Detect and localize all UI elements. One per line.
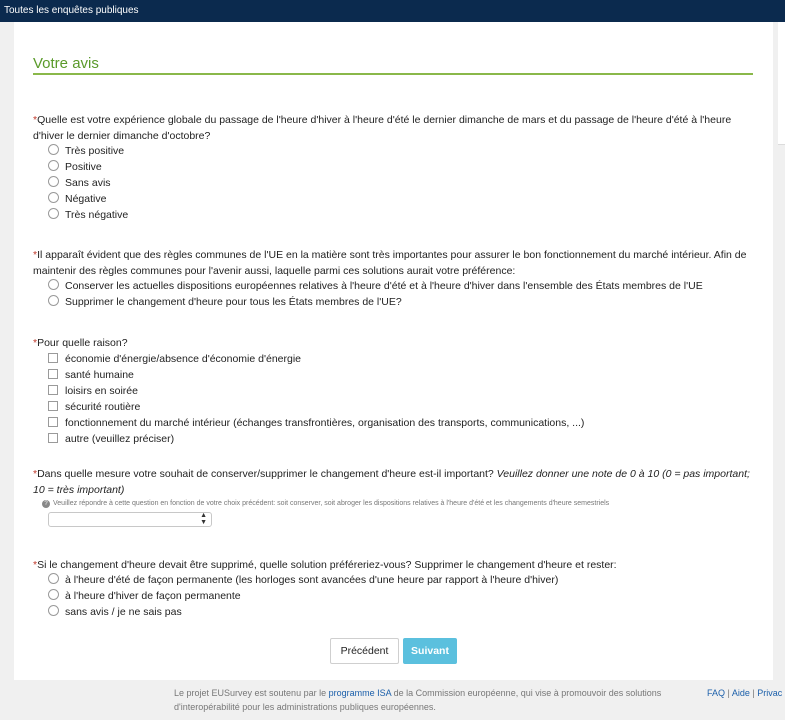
question-3-text: *Pour quelle raison? <box>33 337 128 349</box>
radio-button[interactable] <box>48 605 59 616</box>
q1-option-tres-positive[interactable]: Très positive <box>48 143 128 159</box>
select-arrows-icon: ▲ ▼ <box>200 512 207 526</box>
q2-option-supprimer[interactable]: Supprimer le changement d'heure pour tous les États membres de l'UE? <box>48 294 703 310</box>
question-4-hint: ? Veuillez répondre à cette question en fonction de votre choix précédent: soit conserver, soit abroger les dispositions relatives à l'heure d'été et les changements d'heure semestriels <box>42 500 609 508</box>
checkbox[interactable] <box>48 433 58 443</box>
q3-option-loisirs[interactable]: loisirs en soirée <box>48 383 584 399</box>
question-3-options <box>48 351 584 447</box>
required-marker: * <box>33 337 38 349</box>
faq-link[interactable]: FAQ <box>707 688 726 698</box>
top-bar <box>0 0 785 22</box>
radio-button[interactable] <box>48 295 59 306</box>
radio-button[interactable] <box>48 160 59 171</box>
q3-option-autre[interactable]: autre (veuillez préciser) <box>48 431 584 447</box>
help-link[interactable]: Aide <box>731 688 750 698</box>
checkbox[interactable] <box>48 369 58 379</box>
privacy-link[interactable]: Privac <box>757 688 783 698</box>
q1-option-positive[interactable]: Positive <box>48 159 128 175</box>
importance-score-select[interactable] <box>48 512 212 527</box>
radio-button[interactable] <box>48 144 59 155</box>
question-5-text: *Si le changement d'heure devait être supprimé, quelle solution préféreriez-vous? Supprimer le changement d'heure et rester: <box>33 559 617 571</box>
checkbox[interactable] <box>48 401 58 411</box>
q5-option-ete[interactable]: à l'heure d'été de façon permanente (les horloges sont avancées d'une heure par rapport à l'heure d'hiver) <box>48 572 558 588</box>
q3-option-sante[interactable]: santé humaine <box>48 367 584 383</box>
q5-option-sans-avis[interactable]: sans avis / je ne sais pas <box>48 604 558 620</box>
side-panel <box>778 22 785 145</box>
radio-button[interactable] <box>48 279 59 290</box>
required-marker: * <box>33 559 38 571</box>
previous-button[interactable]: Précédent <box>330 638 399 664</box>
q2-option-conserver[interactable]: Conserver les actuelles dispositions européennes relatives à l'heure d'été et à l'heure d'hiver dans l'ensemble des États membres de l'UE <box>48 278 703 294</box>
section-title: Votre avis <box>33 55 99 72</box>
checkbox[interactable] <box>48 385 58 395</box>
radio-button[interactable] <box>48 176 59 187</box>
question-2-options <box>48 278 703 310</box>
question-1-text: *Quelle est votre expérience globale du passage de l'heure d'hiver à l'heure d'été le dernier dimanche de mars et du passage de l'heure d'été à l'heure d'hiver le dernier dimanche d'octobre? <box>33 114 732 142</box>
required-marker: * <box>33 468 38 480</box>
footer-text: Le projet EUSurvey est soutenu par le programme ISA de la Commission européenne, qui vise à promouvoir des solutions d'interopérabilité pour les administrations publiques européennes. <box>174 688 662 712</box>
isa-programme-link[interactable]: programme ISA <box>328 688 392 698</box>
question-4-text: *Dans quelle mesure votre souhait de conserver/supprimer le changement d'heure est-il important? Veuillez donner une note de 0 à 10 (0 = pas important; 10 = très important) <box>33 468 750 496</box>
radio-button[interactable] <box>48 208 59 219</box>
radio-button[interactable] <box>48 589 59 600</box>
all-public-surveys-link[interactable]: Toutes les enquêtes publiques <box>4 5 139 16</box>
radio-button[interactable] <box>48 192 59 203</box>
q1-option-sans-avis[interactable]: Sans avis <box>48 175 128 191</box>
q3-option-securite[interactable]: sécurité routière <box>48 399 584 415</box>
help-icon: ? <box>42 500 50 508</box>
radio-button[interactable] <box>48 573 59 584</box>
footer-links: FAQ | Aide | Privac <box>707 688 783 698</box>
q1-option-negative[interactable]: Négative <box>48 191 128 207</box>
q1-option-tres-negative[interactable]: Très négative <box>48 207 128 223</box>
q3-option-marche[interactable]: fonctionnement du marché intérieur (échanges transfrontières, organisation des transports, communications, ...) <box>48 415 584 431</box>
checkbox[interactable] <box>48 417 58 427</box>
q5-option-hiver[interactable]: à l'heure d'hiver de façon permanente <box>48 588 558 604</box>
section-divider <box>33 73 753 75</box>
required-marker: * <box>33 249 38 261</box>
q3-option-energie[interactable]: économie d'énergie/absence d'économie d'énergie <box>48 351 584 367</box>
next-button[interactable]: Suivant <box>403 638 457 664</box>
question-1-options <box>48 143 128 223</box>
question-2-text: *Il apparaît évident que des règles communes de l'UE en la matière sont très importantes pour assurer le bon fonctionnement du marché intérieur. Afin de maintenir des règles communes pour l'avenir aussi, laquelle parmi ces solutions aurait votre préférence: <box>33 249 747 277</box>
question-5-options <box>48 572 558 620</box>
checkbox[interactable] <box>48 353 58 363</box>
required-marker: * <box>33 114 38 126</box>
